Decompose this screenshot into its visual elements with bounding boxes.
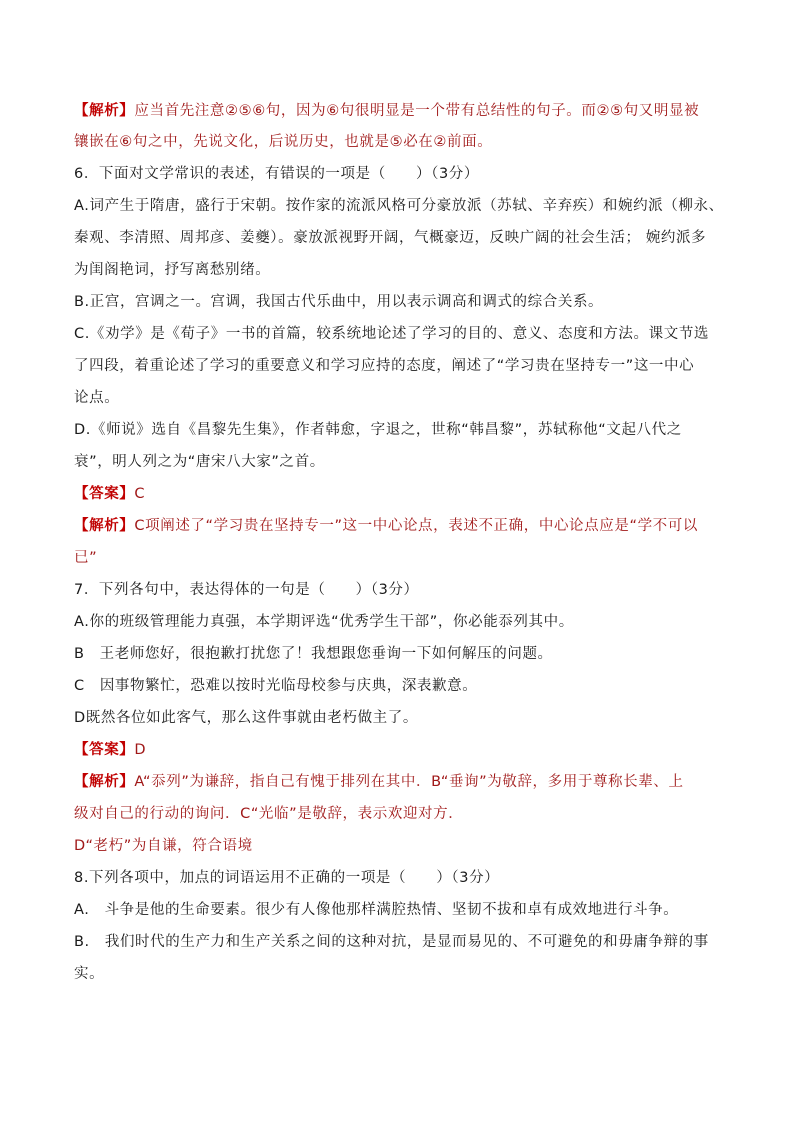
option-d-line: D.《师说》选自《昌黎先生集》，作者韩愈，字退之，世称“韩昌黎”，苏轼称他“文起八代之 (74, 422, 682, 438)
option-a-line: 为闺阁艳词，抒写离愁别绪。 (74, 262, 271, 278)
answer-line: 【答案】D (74, 742, 147, 758)
option-b-line: B. 我们时代的生产力和生产关系之间的这种对抗，是显而易见的、不可避免的和毋庸争辩的事 (74, 934, 709, 950)
option-c-line: 论点。 (74, 390, 120, 406)
question-8-stem: 8.下列各项中，加点的词语运用不正确的一项是（ ）（3分） (74, 870, 500, 886)
explanation-line: 【解析】C项阐述了“学习贵在坚持专一”这一中心论点，表述不正确，中心论点应是“学不可以 (74, 518, 698, 534)
question-7-stem: 7．下列各句中，表达得体的一句是（ ）（3分） (74, 582, 419, 598)
question-6-stem: 6．下面对文学常识的表述，有错误的一项是（ ）（3分） (74, 166, 479, 182)
option-c-line: 了四段，着重论述了学习的重要意义和学习应持的态度，阐述了“学习贵在坚持专一”这一中心 (74, 358, 695, 374)
answer-line: 【答案】C (74, 486, 146, 502)
option-d-line: D既然各位如此客气，那么这件事就由老朽做主了。 (74, 710, 418, 726)
option-b-line: B 王老师您好，很抱歉打扰您了！我想跟您垂询一下如何解压的问题。 (74, 646, 553, 662)
option-d-line: 衰”，明人列之为“唐宋八大家”之首。 (74, 454, 325, 470)
option-b-line: 实。 (74, 966, 105, 982)
option-c-line: C 因事物繁忙，恐难以按时光临母校参与庆典，深表歉意。 (74, 678, 478, 694)
option-a-line: A. 斗争是他的生命要素。很少有人像他那样满腔热情、坚韧不拔和卓有成效地进行斗争。 (74, 902, 679, 918)
explanation-line: D“老朽”为自谦，符合语境 (74, 838, 253, 854)
explanation-line: 镶嵌在⑥句之中，先说文化，后说历史，也就是⑤必在②前面。 (74, 134, 493, 150)
option-c-line: C.《劝学》是《荀子》一书的首篇，较系统地论述了学习的目的、意义、态度和方法。课文节选 (74, 326, 710, 342)
option-b-line: B.正宫，宫调之一。宫调，我国古代乐曲中，用以表示调高和调式的综合关系。 (74, 294, 604, 310)
option-a-line: 秦观、李清照、周邦彦、姜夔）。豪放派视野开阔，气概豪迈，反映广阔的社会生活； 婉约派多 (74, 230, 707, 246)
option-a-line: A.你的班级管理能力真强，本学期评选“优秀学生干部”，你必能忝列其中。 (74, 614, 574, 630)
explanation-line: 【解析】A“忝列”为谦辞，指自己有愧于排列在其中．B“垂询”为敬辞，多用于尊称长辈、上 (74, 774, 684, 790)
option-a-line: A.词产生于隋唐，盛行于宋朝。按作家的流派风格可分豪放派（苏轼、辛弃疾）和婉约派（柳永、 (74, 198, 724, 214)
explanation-line: 【解析】应当首先注意②⑤⑥句，因为⑥句很明显是一个带有总结性的句子。而②⑤句又明显被 (74, 103, 700, 119)
explanation-line: 已” (74, 550, 98, 566)
explanation-line: 级对自己的行动的询问．C“光临”是敬辞，表示欢迎对方． (74, 806, 464, 822)
